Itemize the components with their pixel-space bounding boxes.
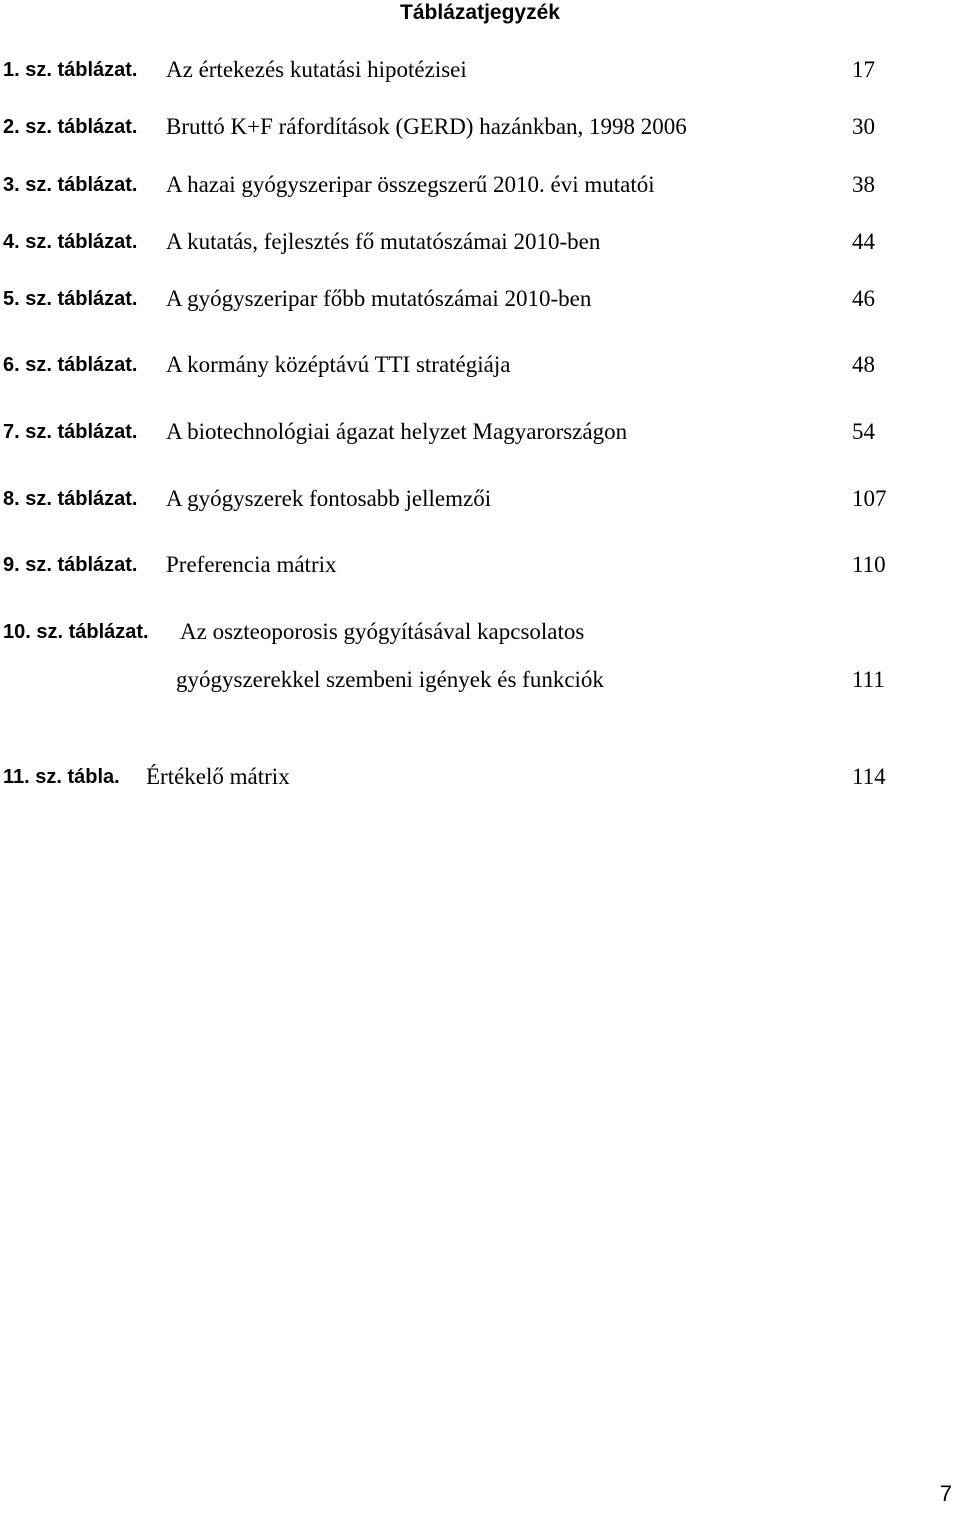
toc-entry-label: 11. sz. tábla.	[3, 766, 120, 788]
toc-entry-11[interactable]	[0, 762, 960, 792]
page-title: Táblázatjegyzék	[400, 1, 560, 24]
toc-entry-page: 17	[852, 57, 875, 82]
toc-entry-label: 8. sz. táblázat.	[3, 488, 138, 510]
toc-entry-10[interactable]	[0, 617, 960, 647]
toc-entry-label: 1. sz. táblázat.	[3, 59, 138, 81]
toc-entry-text-continued: gyógyszerekkel szembeni igények és funkciók	[176, 667, 604, 692]
toc-entry-page: 110	[852, 552, 886, 577]
toc-entry-1[interactable]	[0, 55, 960, 85]
toc-entry-text: A hazai gyógyszeripar összegszerű 2010. évi mutatói	[166, 172, 655, 197]
toc-entry-label: 9. sz. táblázat.	[3, 554, 138, 576]
toc-entry-page: 48	[852, 352, 875, 377]
toc-entry-page: 54	[852, 419, 875, 444]
toc-entry-3[interactable]	[0, 170, 960, 200]
toc-entry-text: Preferencia mátrix	[166, 552, 337, 577]
page-number: 7	[939, 1481, 952, 1506]
toc-entry-text: Az értekezés kutatási hipotézisei	[166, 57, 467, 82]
toc-entry-label: 6. sz. táblázat.	[3, 354, 138, 376]
toc-entry-page: 46	[852, 286, 875, 311]
toc-entry-label: 2. sz. táblázat.	[3, 116, 138, 138]
toc-entry-2[interactable]	[0, 112, 960, 142]
toc-entry-text: A gyógyszeripar főbb mutatószámai 2010-ben	[166, 286, 592, 311]
toc-entry-page: 38	[852, 172, 875, 197]
toc-entry-9[interactable]	[0, 550, 960, 580]
toc-entry-7[interactable]	[0, 417, 960, 447]
toc-entry-6[interactable]	[0, 350, 960, 380]
toc-entry-10-continued[interactable]	[0, 665, 960, 695]
toc-entry-label: 10. sz. táblázat.	[3, 621, 149, 643]
toc-entry-text: Értékelő mátrix	[146, 764, 290, 789]
toc-entry-label: 7. sz. táblázat.	[3, 421, 138, 443]
toc-entry-page: 111	[852, 667, 885, 692]
toc-entry-page: 30	[852, 114, 875, 139]
toc-entry-text: Bruttó K+F ráfordítások (GERD) hazánkban, 1998 2006	[166, 114, 687, 139]
toc-entry-page: 107	[852, 486, 887, 511]
toc-entry-label: 5. sz. táblázat.	[3, 288, 138, 310]
toc-entry-text: A gyógyszerek fontosabb jellemzői	[166, 486, 492, 511]
toc-entry-text: A biotechnológiai ágazat helyzet Magyarországon	[166, 419, 628, 444]
toc-entry-5[interactable]	[0, 284, 960, 314]
toc-entry-page: 44	[852, 229, 875, 254]
toc-entry-page: 114	[852, 764, 886, 789]
toc-entry-4[interactable]	[0, 227, 960, 257]
toc-entry-label: 3. sz. táblázat.	[3, 174, 138, 196]
toc-entry-text: A kormány középtávú TTI stratégiája	[166, 352, 511, 377]
toc-entry-text: Az oszteoporosis gyógyításával kapcsolatos	[180, 619, 585, 644]
toc-entry-text: A kutatás, fejlesztés fő mutatószámai 2010-ben	[166, 229, 601, 254]
toc-entry-8[interactable]	[0, 484, 960, 514]
toc-entry-label: 4. sz. táblázat.	[3, 231, 138, 253]
